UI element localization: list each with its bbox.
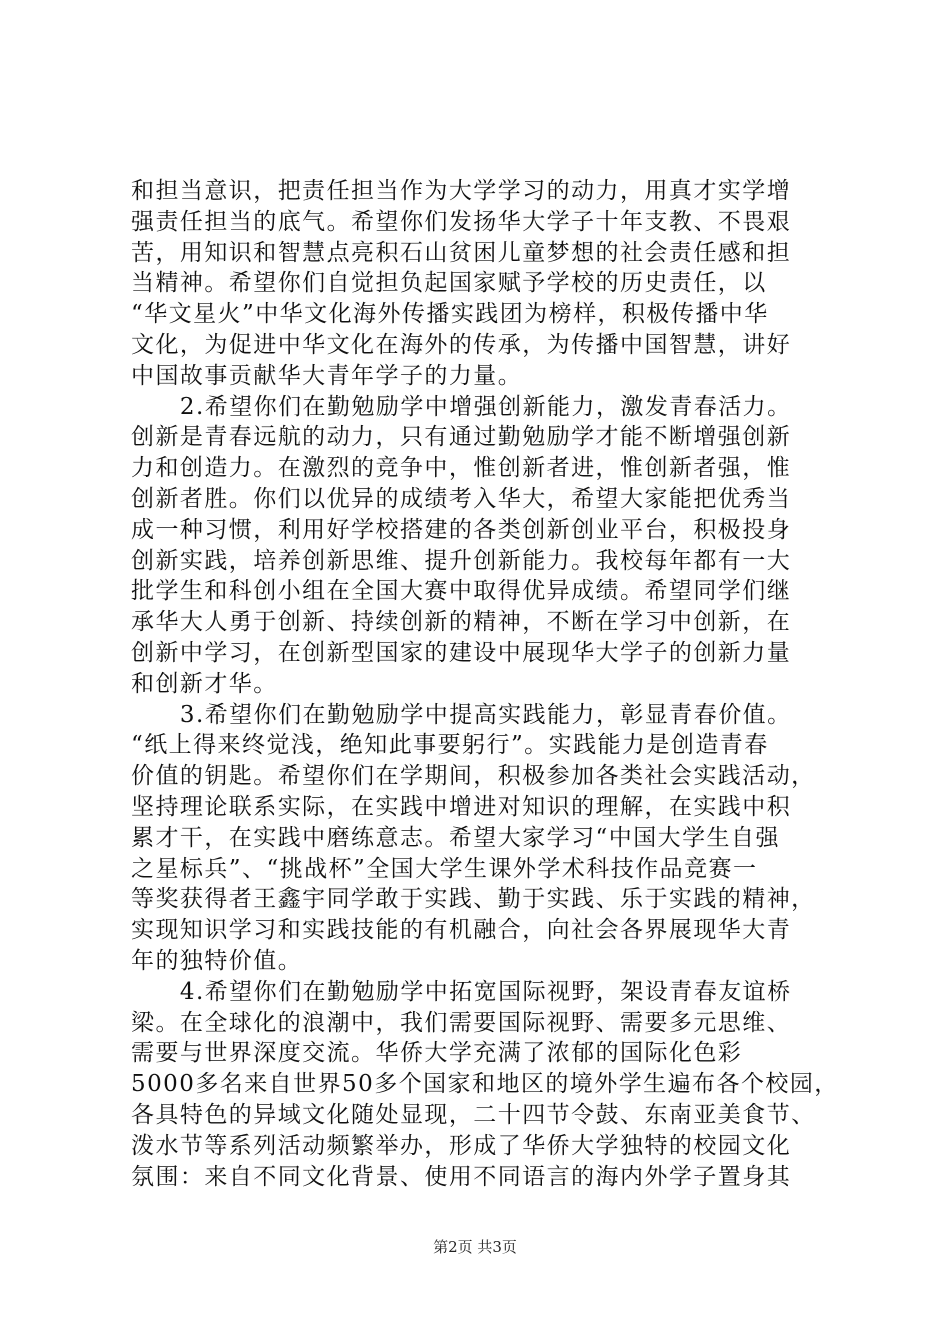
text-line: 氛围：来自不同文化背景、使用不同语言的海内外学子置身其 bbox=[131, 1163, 792, 1190]
text-line: 累才干，在实践中磨练意志。希望大家学习“中国大学生自强 bbox=[131, 824, 780, 851]
text-line: 力和创造力。在激烈的竞争中，惟创新者进，惟创新者强，惟 bbox=[131, 455, 792, 482]
text-line: 4.希望你们在勤勉励学中拓宽国际视野，架设青春友谊桥 bbox=[131, 978, 792, 1005]
text-line: 和创新才华。 bbox=[131, 670, 278, 697]
text-line: 创新是青春远航的动力，只有通过勤勉励学才能不断增强创新 bbox=[131, 424, 792, 451]
text-line: 苦，用知识和智慧点亮积石山贫困儿童梦想的社会责任感和担 bbox=[131, 239, 792, 266]
text-line: 2.希望你们在勤勉励学中增强创新能力，激发青春活力。 bbox=[131, 393, 792, 420]
text-line: 需要与世界深度交流。华侨大学充满了浓郁的国际化色彩 bbox=[131, 1040, 743, 1067]
body-text bbox=[131, 176, 839, 1192]
text-line: “纸上得来终觉浅，绝知此事要躬行”。实践能力是创造青春 bbox=[131, 732, 769, 759]
text-line: 创新实践，培养创新思维、提升创新能力。我校每年都有一大 bbox=[131, 547, 792, 574]
text-line: 梁。在全球化的浪潮中，我们需要国际视野、需要多元思维、 bbox=[131, 1009, 792, 1036]
text-line: 承华大人勇于创新、持续创新的精神，不断在学习中创新，在 bbox=[131, 609, 792, 636]
text-line: 创新者胜。你们以优异的成绩考入华大，希望大家能把优秀当 bbox=[131, 485, 792, 512]
text-line: 坚持理论联系实际，在实践中增进对知识的理解，在实践中积 bbox=[131, 793, 792, 820]
text-line: “华文星火”中华文化海外传播实践团为榜样，积极传播中华 bbox=[131, 301, 769, 328]
text-line: 批学生和科创小组在全国大赛中取得优异成绩。希望同学们继 bbox=[131, 578, 792, 605]
text-line: 3.希望你们在勤勉励学中提高实践能力，彰显青春价值。 bbox=[131, 701, 792, 728]
text-line: 泼水节等系列活动频繁举办，形成了华侨大学独特的校园文化 bbox=[131, 1132, 792, 1159]
text-line: 创新中学习，在创新型国家的建设中展现华大学子的创新力量 bbox=[131, 639, 792, 666]
text-line: 5000多名来自世界50多个国家和地区的境外学生遍布各个校园， bbox=[131, 1071, 839, 1098]
text-line: 当精神。希望你们自觉担负起国家赋予学校的历史责任，以 bbox=[131, 270, 767, 297]
text-line: 各具特色的异域文化随处显现，二十四节令鼓、东南亚美食节、 bbox=[131, 1101, 816, 1128]
page-footer: 第2页 共3页 bbox=[433, 1238, 517, 1256]
text-line: 成一种习惯，利用好学校搭建的各类创新创业平台，积极投身 bbox=[131, 516, 792, 543]
text-line: 之星标兵”、“挑战杯”全国大学生课外学术科技作品竞赛一 bbox=[131, 855, 758, 882]
text-line: 等奖获得者王鑫宇同学敢于实践、勤于实践、乐于实践的精神， bbox=[131, 886, 816, 913]
text-line: 中国故事贡献华大青年学子的力量。 bbox=[131, 362, 523, 389]
text-line: 年的独特价值。 bbox=[131, 947, 303, 974]
text-line: 文化，为促进中华文化在海外的传承，为传播中国智慧，讲好 bbox=[131, 331, 792, 358]
text-line: 实现知识学习和实践技能的有机融合，向社会各界展现华大青 bbox=[131, 917, 792, 944]
text-line: 和担当意识，把责任担当作为大学学习的动力，用真才实学增 bbox=[131, 178, 792, 204]
text-line: 价值的钥匙。希望你们在学期间，积极参加各类社会实践活动， bbox=[131, 763, 816, 790]
text-line: 强责任担当的底气。希望你们发扬华大学子十年支教、不畏艰 bbox=[131, 208, 792, 235]
